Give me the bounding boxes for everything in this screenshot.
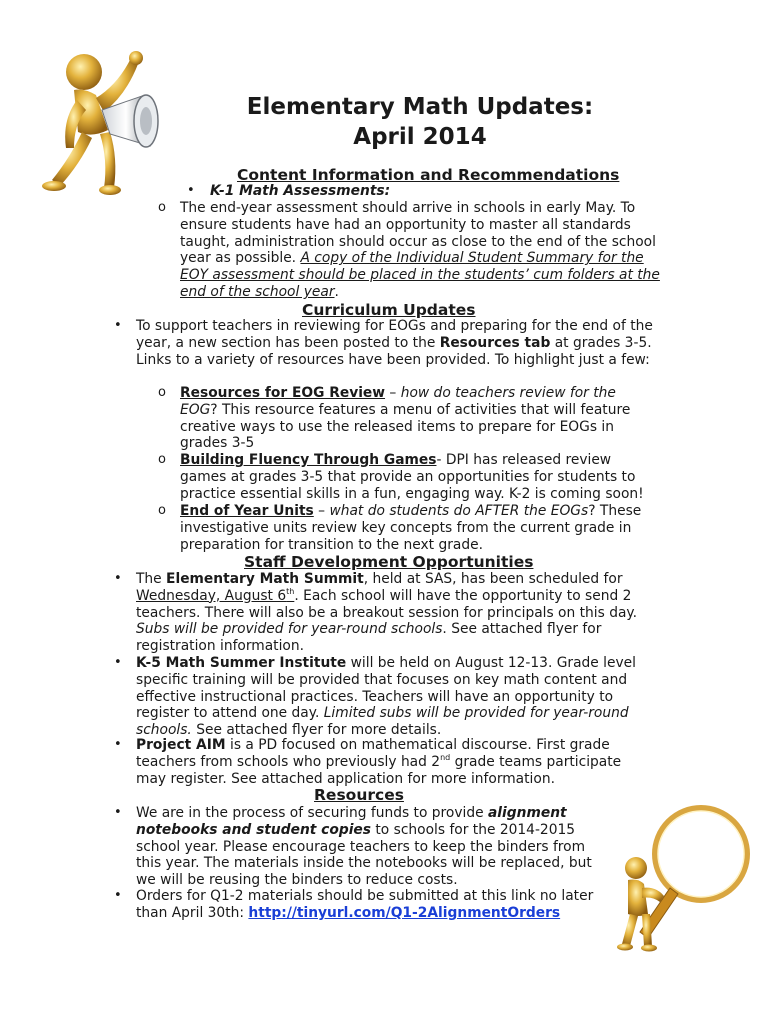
aim-text-a: is a PD focused on mathematical discourse. First grade teachers from schools who previously had 2: [136, 737, 610, 770]
curriculum-item-eog-review: [180, 385, 642, 452]
bullet-icon: •: [187, 183, 195, 198]
summit-italic: Subs will be provided for year-round schools: [136, 621, 443, 638]
end-of-year-title: End of Year Units: [180, 503, 314, 519]
summit-paragraph: [136, 571, 656, 655]
summit-date: Wednesday, August 6: [136, 587, 287, 604]
k1-text-plain: The end-year assessment should arrive in schools in early May. To ensure students have had an opportunity to master all standards taught, administration should occur as close to the end of the school year as possible.: [180, 200, 656, 267]
funds-text-b: to schools for the 2014-2015 school year. Please encourage teachers to keep the binders from this year. The materials inside the notebooks will be replaced, but we will be reusing the binders to reduce costs.: [136, 821, 592, 889]
institute-italic: Limited subs will be provided for year-round schools.: [136, 705, 629, 739]
aim-sup: nd: [440, 752, 451, 762]
k1-assessments-text: [180, 200, 668, 301]
funds-paragraph: [136, 805, 606, 889]
magnifier-figure-icon: [598, 796, 758, 956]
summit-text-c: . Each school will have the opportunity to send 2 teachers. There will also be a breakout session for principals on this day.: [136, 587, 637, 621]
funds-bold: alignment notebooks and student copies: [136, 805, 567, 838]
bullet-icon: •: [114, 655, 122, 670]
resources-heading: Resources: [314, 786, 404, 804]
megaphone-figure-icon: [22, 40, 182, 200]
end-of-year-rest: ? These investigative units review key concepts from the current grade in preparation for transition to the next grade.: [180, 503, 642, 553]
bullet-icon: •: [114, 888, 122, 903]
summit-name: Elementary Math Summit: [166, 571, 364, 587]
end-of-year-italic: what do students do AFTER the EOGs: [329, 503, 589, 519]
k1-text-underlined: A copy of the Individual Student Summary for the EOY assessment should be placed in the students’ cum folders at the end of the school year: [180, 250, 660, 300]
institute-paragraph: [136, 655, 646, 739]
k1-assessments-title: K-1 Math Assessments:: [210, 183, 391, 199]
aim-name: Project AIM: [136, 737, 226, 753]
title-line-2: April 2014: [353, 124, 487, 150]
sub-bullet-icon: o: [158, 503, 166, 518]
title-line-1: Elementary Math Updates:: [246, 94, 594, 120]
bullet-icon: •: [114, 737, 122, 752]
fluency-games-title: Building Fluency Through Games: [180, 452, 437, 468]
eog-review-rest: ? This resource features a menu of activities that will feature creative ways to use the released items to prepare for EOGs in grades 3-5: [180, 401, 631, 452]
institute-text-a: will be held on August 12-13. Grade level specific training will be provided that focuses on key math content and effective instructional practices. Teachers will have an opportunity to register to attend one day.: [136, 655, 636, 722]
aim-text-b: grade teams participate may register. See attached application for more information.: [136, 753, 622, 787]
aim-paragraph: [136, 737, 636, 787]
eog-review-dash: –: [385, 385, 401, 401]
curriculum-intro-a: To support teachers in reviewing for EOGs and preparing for the end of the year, a new section has been posted to the: [136, 318, 653, 351]
summit-date-sup: th: [286, 586, 295, 596]
curriculum-intro: [136, 318, 660, 368]
institute-text-b: See attached flyer for more details.: [191, 722, 442, 739]
fluency-games-rest: DPI has released review games at grades 3-5 that provide an opportunities for students to practice essential skills in a fun, engaging way. K-2 is coming soon!: [180, 452, 644, 502]
curriculum-item-end-of-year: [180, 503, 655, 553]
curriculum-intro-b: at grades 3-5. Links to a variety of resources have been provided. To highlight just a few:: [136, 334, 652, 368]
orders-paragraph: [136, 888, 606, 922]
eog-review-italic: how do teachers review for the EOG: [180, 385, 616, 418]
bullet-icon: •: [114, 571, 122, 586]
sub-bullet-icon: o: [158, 200, 166, 215]
fluency-games-dash: -: [436, 452, 446, 468]
staff-heading: Staff Development Opportunities: [244, 553, 534, 571]
k1-text-end: .: [334, 283, 339, 300]
sub-bullet-icon: o: [158, 452, 166, 467]
bullet-icon: •: [114, 805, 122, 820]
sub-bullet-icon: o: [158, 385, 166, 400]
page-title: [200, 92, 640, 152]
orders-text: Orders for Q1-2 materials should be submitted at this link no later than April 30th:: [136, 888, 594, 921]
orders-link[interactable]: http://tinyurl.com/Q1-2AlignmentOrders: [248, 904, 561, 921]
summit-text-b: , held at SAS, has been scheduled for: [363, 571, 623, 587]
eog-review-title: Resources for EOG Review: [180, 385, 386, 401]
institute-name: K-5 Math Summer Institute: [136, 655, 347, 671]
funds-text-a: We are in the process of securing funds to provide: [136, 805, 488, 821]
bullet-icon: •: [114, 318, 122, 333]
end-of-year-dash: –: [313, 503, 330, 519]
summit-text-d: . See attached flyer for registration information.: [136, 621, 602, 655]
content-info-heading: Content Information and Recommendations: [237, 166, 620, 184]
curriculum-item-fluency-games: [180, 452, 655, 502]
summit-text-a: The: [136, 571, 167, 587]
resources-tab-label: Resources tab: [439, 334, 551, 351]
curriculum-heading: Curriculum Updates: [302, 301, 476, 319]
